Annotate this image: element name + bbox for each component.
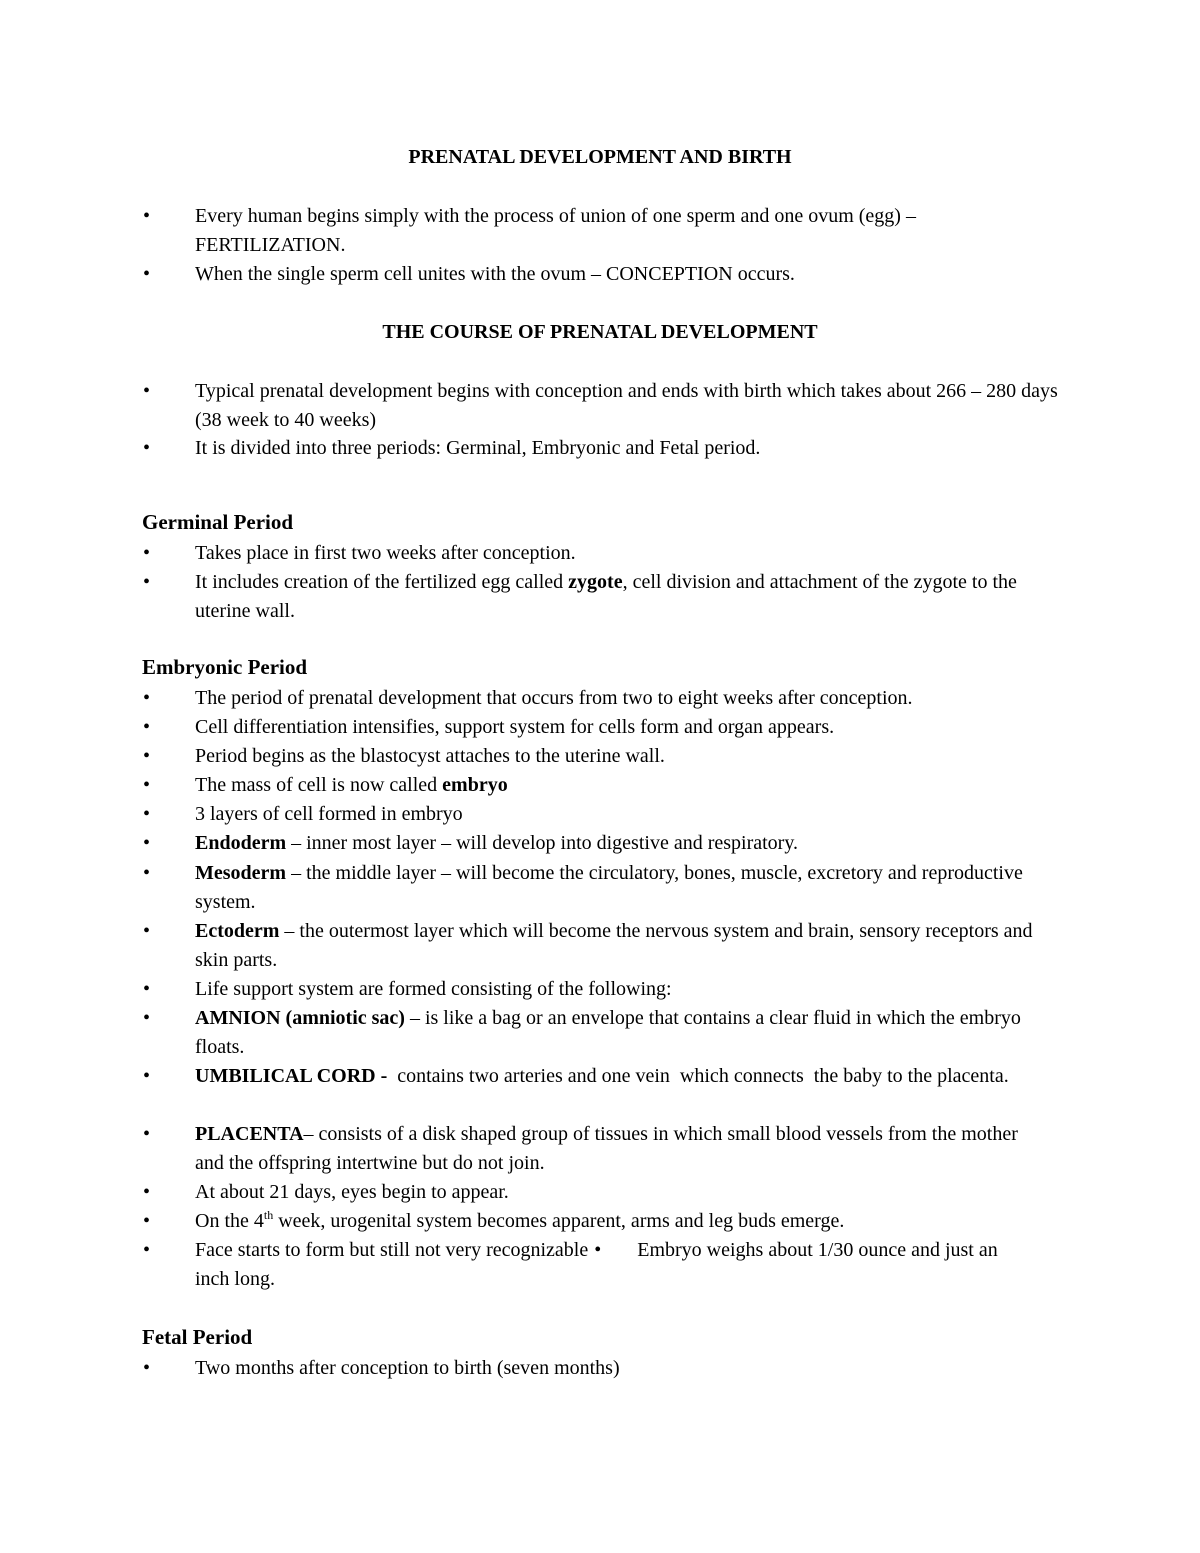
term-ectoderm: Ectoderm [195,920,280,942]
term-zygote: zygote [568,571,623,593]
list-item-text: Life support system are formed consisting of the following: [195,978,672,1000]
list-item-text: The period of prenatal development that occurs from two to eight weeks after conception. [195,687,913,709]
list-item-text: At about 21 days, eyes begin to appear. [195,1181,509,1203]
list-item-text: Face starts to form but still not very recognizable • Embryo weighs about 1/30 ounce and just an inch long. [195,1236,1035,1294]
list-item-text: Cell differentiation intensifies, support system for cells form and organ appears. [195,716,835,738]
list-item-text: Two months after conception to birth (seven months) [195,1357,620,1379]
germinal-heading: Germinal Period [142,510,294,534]
list-item-text: It includes creation of the fertilized egg called zygote, cell division and attachment of the zygote to the uterine wall. [195,571,1017,622]
embryonic-heading: Embryonic Period [142,655,308,679]
course-heading: THE COURSE OF PRENATAL DEVELOPMENT [382,321,818,343]
bullet-icon: • [143,263,151,285]
bullet-icon: • [143,1123,151,1145]
list-item-text: It is divided into three periods: Germinal, Embryonic and Fetal period. [195,437,761,459]
ordinal-superscript: th [263,1208,274,1222]
bullet-icon: • [143,1239,151,1261]
bullet-icon: • [143,437,151,459]
bullet-icon: • [143,1357,151,1379]
list-item-text: UMBILICAL CORD - contains two arteries and one vein which connects the baby to the placenta. [195,1065,1009,1087]
term-umbilical-cord: UMBILICAL CORD - [195,1065,388,1087]
document-title: PRENATAL DEVELOPMENT AND BIRTH [408,146,792,168]
bullet-icon: • [143,1007,151,1029]
list-item-text: Every human begins simply with the process of union of one sperm and one ovum (egg) – FERTILIZATION. [195,205,916,256]
list-item-text: 3 layers of cell formed in embryo [195,803,463,825]
fetal-heading: Fetal Period [142,1325,253,1349]
bullet-icon: • [143,1181,151,1203]
list-item-text: Takes place in first two weeks after conception. [195,542,576,564]
bullet-icon: • [143,803,151,825]
list-item-text: Typical prenatal development begins with conception and ends with birth which takes about 266 – 280 days (38 week to 40 weeks) [195,380,1058,431]
bullet-icon: • [143,380,151,402]
list-item-text: When the single sperm cell unites with the ovum – CONCEPTION occurs. [195,263,795,285]
list-item-text: On the 4th week, urogenital system becomes apparent, arms and leg buds emerge. [195,1208,845,1232]
bullet-icon: • [143,745,151,767]
bullet-icon: • [143,687,151,709]
list-item-text: PLACENTA– consists of a disk shaped group of tissues in which small blood vessels from the mother and the offspring intertwine but do not join. [195,1123,1018,1174]
term-amnion: AMNION (amniotic sac) [195,1007,405,1029]
bullet-icon: • [143,542,151,564]
bullet-icon: • [143,774,151,796]
bullet-icon: • [143,205,151,227]
bullet-icon: • [143,978,151,1000]
term-embryo: embryo [442,774,508,796]
term-mesoderm: Mesoderm [195,862,287,884]
bullet-icon: • [143,1210,151,1232]
inline-bullet-icon: • [594,1239,602,1261]
bullet-icon: • [143,571,151,593]
bullet-icon: • [143,920,151,942]
term-endoderm: Endoderm [195,832,287,854]
list-item-text: Mesoderm – the middle layer – will become the circulatory, bones, muscle, excretory and reproductive system. [195,862,1023,913]
list-item-text: AMNION (amniotic sac) – is like a bag or an envelope that contains a clear fluid in which the embryo floats. [195,1007,1021,1058]
term-placenta: PLACENTA [195,1123,304,1145]
list-item-text: The mass of cell is now called embryo [195,774,508,796]
list-item-text: Endoderm – inner most layer – will develop into digestive and respiratory. [195,832,799,854]
list-item-text: Ectoderm – the outermost layer which will become the nervous system and brain, sensory receptors and skin parts. [195,920,1033,971]
list-item-text: Period begins as the blastocyst attaches to the uterine wall. [195,745,665,767]
bullet-icon: • [143,716,151,738]
bullet-icon: • [143,1065,151,1087]
bullet-icon: • [143,832,151,854]
bullet-icon: • [143,862,151,884]
